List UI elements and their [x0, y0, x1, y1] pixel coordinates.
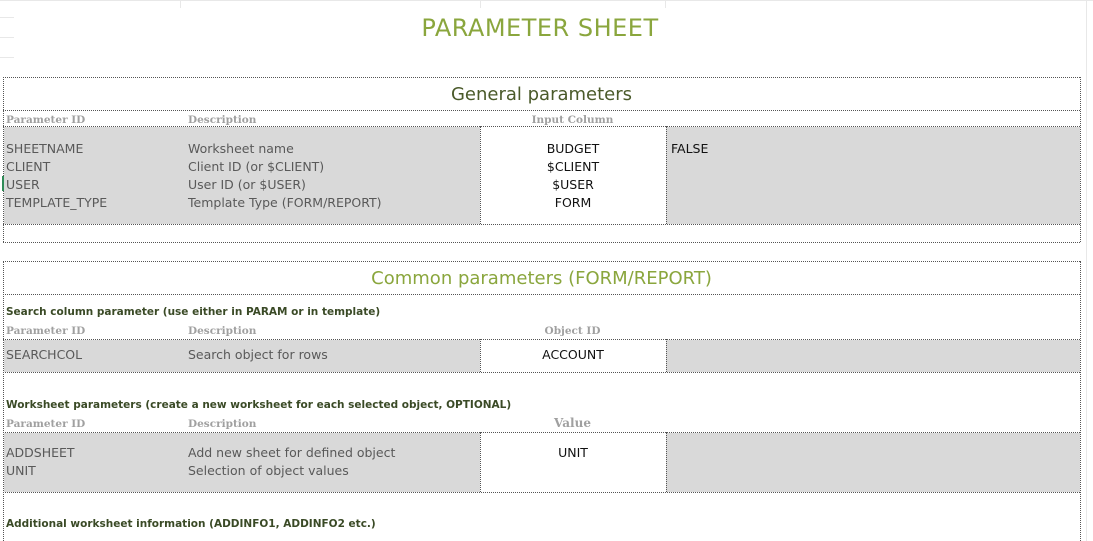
general-header-input: Input Column	[531, 114, 614, 126]
cell-cursor-marker	[2, 176, 4, 191]
search-header-id: Parameter ID	[6, 325, 86, 337]
search-param-value[interactable]: ACCOUNT	[542, 347, 604, 362]
worksheet-value-cell[interactable]	[480, 433, 666, 492]
general-input-value[interactable]: $CLIENT	[546, 159, 600, 174]
page-title: PARAMETER SHEET	[421, 14, 659, 42]
worksheet-param-description: Selection of object values	[188, 463, 349, 478]
general-header-id: Parameter ID	[6, 114, 86, 126]
general-parameters-title: General parameters	[450, 84, 633, 105]
general-param-description: User ID (or $USER)	[188, 177, 306, 192]
general-input-value[interactable]: BUDGET	[546, 141, 600, 156]
search-header-description: Description	[188, 325, 257, 337]
worksheet-param-description: Add new sheet for defined object	[188, 445, 396, 460]
general-input-value[interactable]: FORM	[554, 195, 592, 210]
worksheet-header-value: Value	[554, 416, 591, 430]
general-flag-value[interactable]: FALSE	[671, 141, 709, 156]
general-param-description: Worksheet name	[188, 141, 294, 156]
worksheet-header-id: Parameter ID	[6, 418, 86, 430]
general-header-description: Description	[188, 114, 257, 126]
search-extra-cell[interactable]	[666, 340, 1080, 372]
general-flag-cell[interactable]	[666, 127, 1080, 224]
general-param-description: Template Type (FORM/REPORT)	[188, 195, 382, 210]
common-parameters-title: Common parameters (FORM/REPORT)	[371, 268, 712, 289]
search-column-heading: Search column parameter (use either in PARAM or in template)	[6, 306, 381, 318]
general-param-id: TEMPLATE_TYPE	[6, 195, 108, 210]
worksheet-param-value[interactable]: UNIT	[558, 445, 588, 460]
general-param-id: CLIENT	[6, 159, 51, 174]
worksheet-parameters-heading: Worksheet parameters (create a new worksheet for each selected object, OPTIONAL)	[6, 399, 512, 411]
general-input-value[interactable]: $USER	[552, 177, 594, 192]
search-param-description: Search object for rows	[188, 347, 328, 362]
search-header-object: Object ID	[544, 325, 601, 337]
general-param-description: Client ID (or $CLIENT)	[188, 159, 325, 174]
worksheet-param-id: ADDSHEET	[6, 445, 75, 460]
additional-info-heading: Additional worksheet information (ADDINFO1, ADDINFO2 etc.)	[6, 518, 376, 530]
general-param-id: USER	[6, 177, 40, 192]
search-param-id: SEARCHCOL	[6, 347, 83, 362]
worksheet-param-id: UNIT	[6, 463, 36, 478]
worksheet-header-description: Description	[188, 418, 257, 430]
worksheet-extra-cell[interactable]	[666, 433, 1080, 492]
general-param-id: SHEETNAME	[6, 141, 84, 156]
